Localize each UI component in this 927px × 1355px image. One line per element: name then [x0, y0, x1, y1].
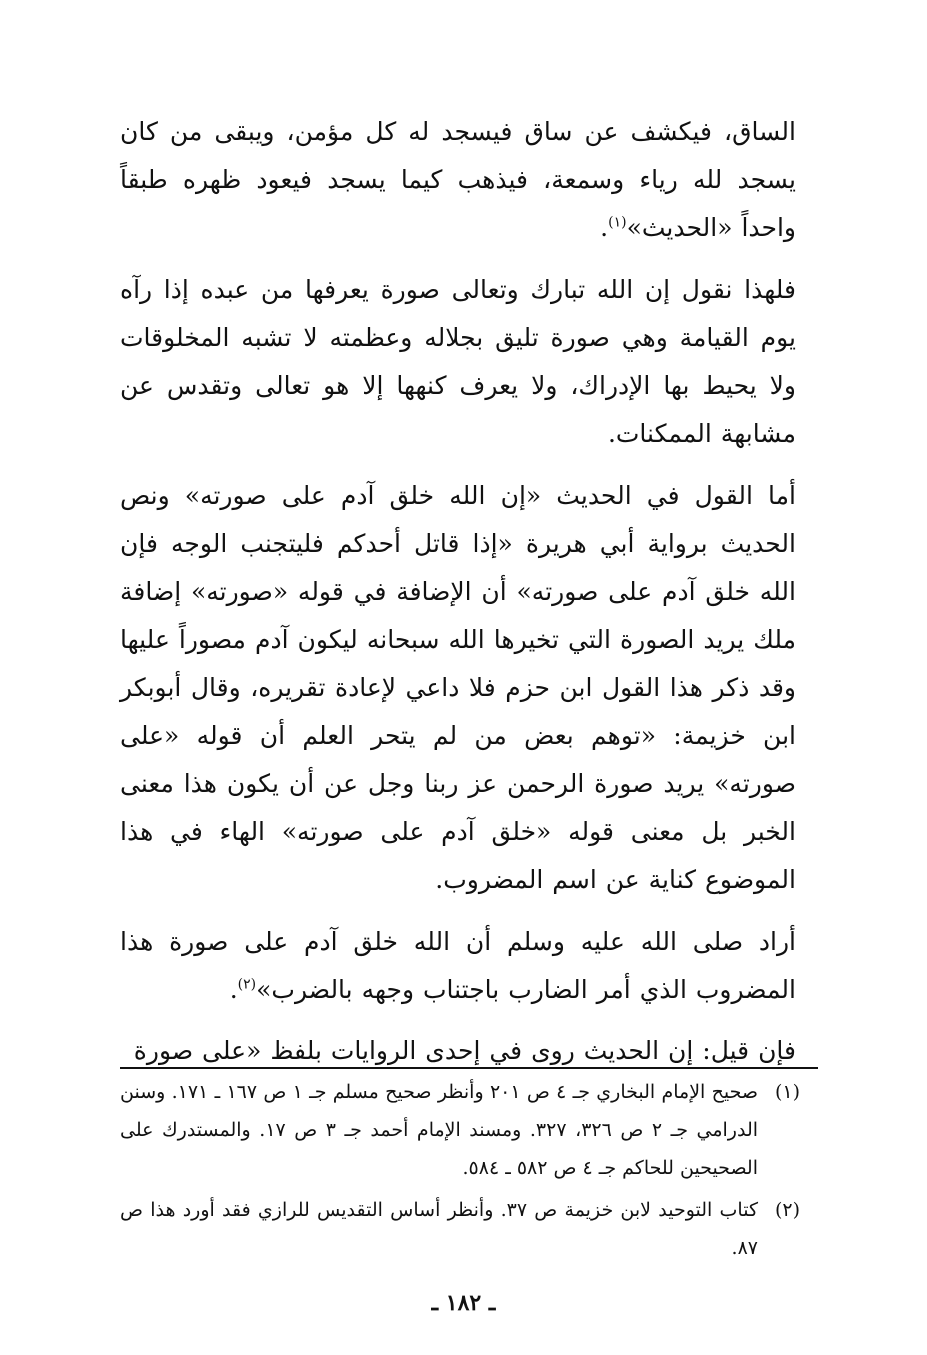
paragraph-3: أما القول في الحديث «إن الله خلق آدم على صورته» ونص الحديث برواية أبي هريرة «إذا قاتل أحدكم فليتجنب الوجه فإن الله خلق آدم على صورته» أن الإضافة في قوله «صورته» إضافة ملك يريد الصورة التي تخيرها الله سبحانه ليكون آدم مصوراً عليها وقد ذكر هذا القول ابن حزم فلا داعي لإعادة تقريره، وقال أبوبكر ابن خزيمة: «توهم بعض من لم يتحر العلم أن قوله «على صورته» يريد صورة الرحمن عز ربنا وجل عن أن يكون هذا معنى الخبر بل معنى قوله «خلق آدم على صورته» الهاء في هذا الموضوع كناية عن اسم المضروب.: [120, 481, 796, 894]
page-number: ـ ١٨٢ ـ: [431, 1290, 496, 1316]
paragraph-4: [120, 918, 796, 1014]
footnote-ref-1[interactable]: (١): [608, 214, 627, 231]
paragraph-2: فلهذا نقول إن الله تبارك وتعالى صورة يعرفها من عبده إذا رآه يوم القيامة وهي صورة تليق بجلاله وعظمته لا تشبه المخلوقات ولا يحيط بها الإدراك، ولا يعرف كنهها إلا هو تعالى وتقدس عن مشابهة الممكنات.: [120, 275, 796, 448]
paragraph-1: [120, 108, 796, 252]
footnote-divider: [120, 1067, 818, 1069]
footnote-1-number: (١): [774, 1081, 800, 1103]
main-text: [120, 108, 796, 1074]
footnotes: [120, 1073, 800, 1271]
paragraph-1-text: الساق، فيكشف عن ساق فيسجد له كل مؤمن، ويبقى من كان يسجد لله رياء وسمعة، فيذهب كيما يسجد فيعود ظهره طبقاً واحداً «الحديث»: [120, 117, 796, 242]
footnote-2: [120, 1191, 800, 1267]
footnote-1: [120, 1073, 800, 1187]
footnote-1-text: صحيح الإمام البخاري جـ ٤ ص ٢٠١ وأنظر صحيح مسلم جـ ١ ص ١٦٧ ـ ١٧١. وسنن الدرامي جـ ٢ ص ٣٢٦، ٣٢٧. ومسند الإمام أحمد جـ ٣ ص ١٧. والمستدرك على الصحيحين للحاكم جـ ٤ ص ٥٨٢ ـ ٥٨٤.: [120, 1081, 759, 1179]
paragraph-4-text: أراد صلى الله عليه وسلم أن الله خلق آدم على صورة هذا المضروب الذي أمر الضارب باجتناب وجهه بالضرب»: [120, 927, 797, 1004]
footnote-2-text: كتاب التوحيد لابن خزيمة ص ٣٧. وأنظر أساس التقديس للرازي فقد أورد هذا ص ٨٧.: [120, 1199, 758, 1259]
paragraph-5: فإن قيل: إن الحديث روى في إحدى الروايات بلفظ «على صورة: [133, 1036, 796, 1065]
paragraph-4-end: .: [229, 975, 238, 1004]
footnote-ref-2[interactable]: (٢): [237, 976, 257, 993]
footnote-2-number: (٢): [774, 1199, 800, 1221]
paragraph-1-end: .: [600, 213, 609, 242]
